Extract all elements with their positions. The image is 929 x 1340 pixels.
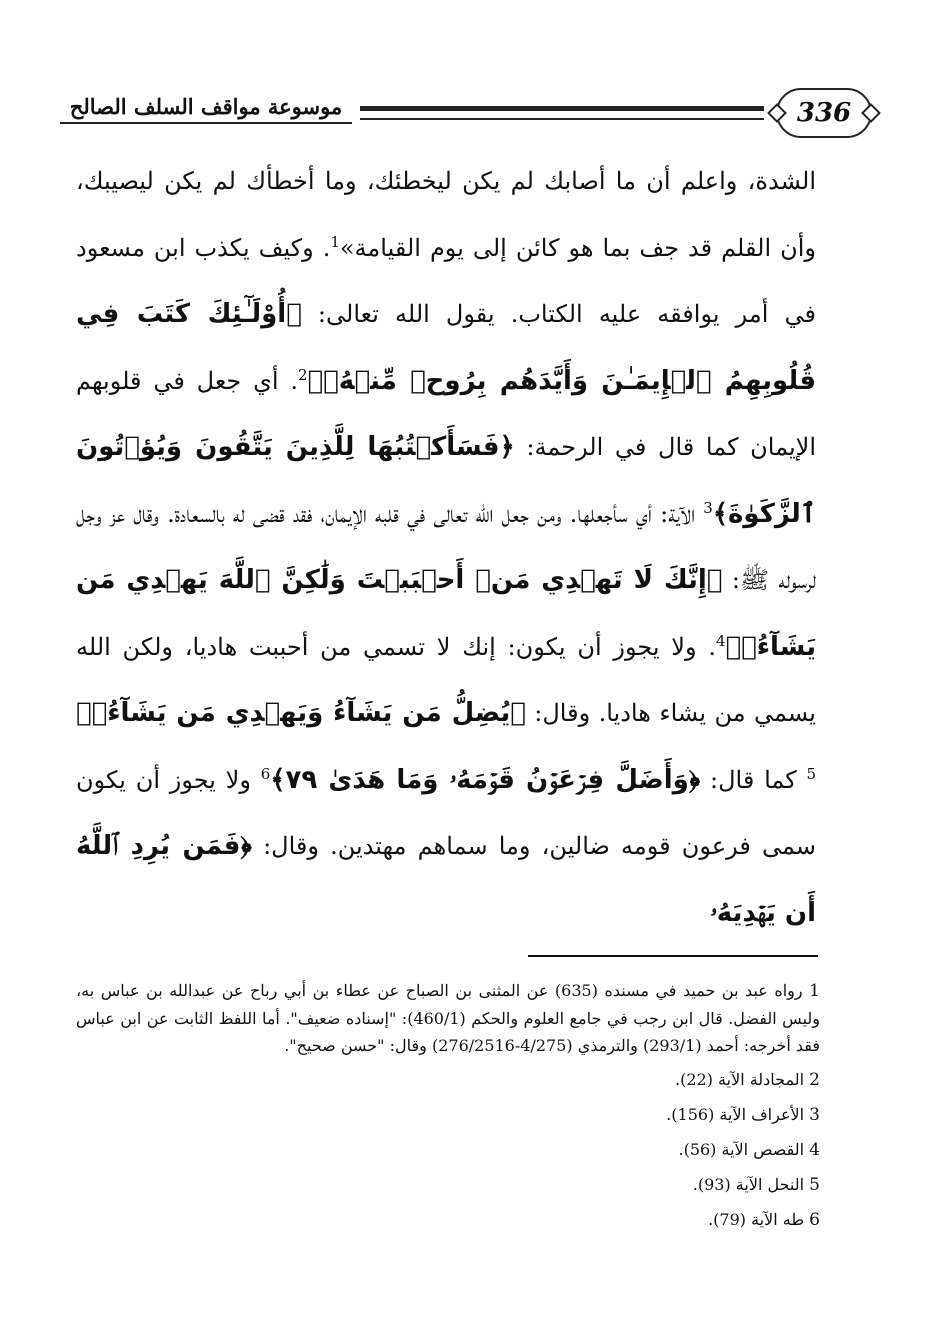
footnote-text: المجادلة الآية (22).	[675, 1070, 805, 1089]
footnote-ref-3: 3	[703, 498, 713, 517]
footnote	[76, 1101, 820, 1129]
header-rule	[360, 106, 764, 120]
footnote-number: 2	[809, 1070, 820, 1090]
footnote-separator	[528, 955, 818, 957]
text-segment: . وكيف يكذب ابن مسعود في أمر يوافقه عليه الكتاب. يقول الله تعالى:	[76, 233, 816, 328]
quran-verse: ﴿فَسَأَكۡتُبُهَا لِلَّذِينَ يَتَّقُونَ وَيُؤۡتُونَ ٱلزَّكَوٰةَ﴾	[76, 432, 816, 529]
quran-verse: ﴿يُضِلُّ مَن يَشَآءُ وَيَهۡدِي مَن يَشَآءُۖ﴾	[76, 698, 526, 728]
footnote	[76, 1066, 820, 1094]
footnote	[76, 977, 820, 1059]
footnote-text: الأعراف الآية (156).	[666, 1105, 805, 1124]
footnote-ref-1: 1	[330, 232, 340, 251]
footnote-ref-4: 4	[715, 631, 726, 650]
quran-verse: ﴿أُوْلَـٰٓئِكَ كَتَبَ فِي قُلُوبِهِمُ ٱلۡإِيمَـٰنَ وَأَيَّدَهُم بِرُوحٖ مِّنۡهُۖ﴾	[76, 299, 816, 396]
quran-verse: ﴿إِنَّكَ لَا تَهۡدِي مَنۡ أَحۡبَبۡتَ وَلَٰكِنَّ ٱللَّهَ يَهۡدِي مَن يَشَآءُۚ﴾	[76, 565, 816, 662]
text-segment: ولا يجوز أن يكون سمى فرعون قومه ضالين، وما سماهم مهتدين. وقال:	[76, 765, 816, 860]
footnote-number: 6	[809, 1210, 820, 1230]
quran-verse: ﴿وَأَضَلَّ فِرۡعَوۡنُ قَوۡمَهُۥ وَمَا هَدَىٰ ٧٩﴾	[270, 764, 701, 795]
footnote-number: 1	[809, 981, 820, 1001]
footnote-number: 4	[809, 1140, 820, 1160]
footnote-text: القصص الآية (56).	[678, 1140, 805, 1159]
text-segment: . أي جعل في قلوبهم الإيمان كما قال في الرحمة:	[76, 366, 816, 461]
series-title: موسوعة مواقف السلف الصالح	[60, 94, 352, 124]
text-segment: . ولا يجوز أن يكون: إنك لا تسمي من أحببت هاديا، ولكن الله يسمي من يشاء هاديا. وقال:	[76, 632, 816, 727]
main-paragraph	[76, 148, 816, 946]
text-segment: الآية: أي سأجعلها. ومن جعل الله تعالى في قلبه الإيمان، فقد قضى له بالسعادة. وقال عز وجل لرسوله ﷺ:	[76, 499, 817, 594]
text-segment: الشدة، واعلم أن ما أصابك لم يكن ليخطئك، وما أخطأك لم يكن ليصيبك، وأن القلم قد جف بما هو كائن إلى يوم القيامة»	[76, 167, 816, 262]
footnote-text: طه الآية (79).	[708, 1210, 805, 1229]
page-number-badge: 336	[776, 88, 872, 138]
footnote-ref-2: 2	[297, 365, 308, 384]
footnote-ref-5: 5	[806, 764, 816, 783]
footnote	[76, 1171, 820, 1199]
footnote-text: رواه عبد بن حميد في مسنده (635) عن المثنى بن الصباح عن عطاء بن أبي رباح عن عبدالله بن عباس به، وليس الفضل. قال ابن رجب في جامع العلوم والحكم (460/1): "إسناده ضعيف". أما اللفظ الثابت عن ابن عباس فقد أخرجه: أحمد (293/1) والترمذي (4/275-276/2516) وقال: "حسن صحيح".	[76, 981, 820, 1055]
quran-verse: ﴿فَمَن يُرِدِ ٱللَّهُ أَن يَهۡدِيَهُۥ	[76, 831, 816, 928]
footnote-number: 3	[809, 1105, 820, 1125]
footnote-number: 5	[809, 1175, 820, 1195]
footnote-text: النحل الآية (93).	[692, 1175, 805, 1194]
main-text	[76, 148, 816, 946]
footnotes	[76, 977, 820, 1241]
text-segment: كما قال:	[700, 765, 807, 794]
footnote-ref-6: 6	[260, 764, 271, 783]
page-header	[60, 84, 872, 144]
footnote	[76, 1136, 820, 1164]
footnote	[76, 1206, 820, 1234]
